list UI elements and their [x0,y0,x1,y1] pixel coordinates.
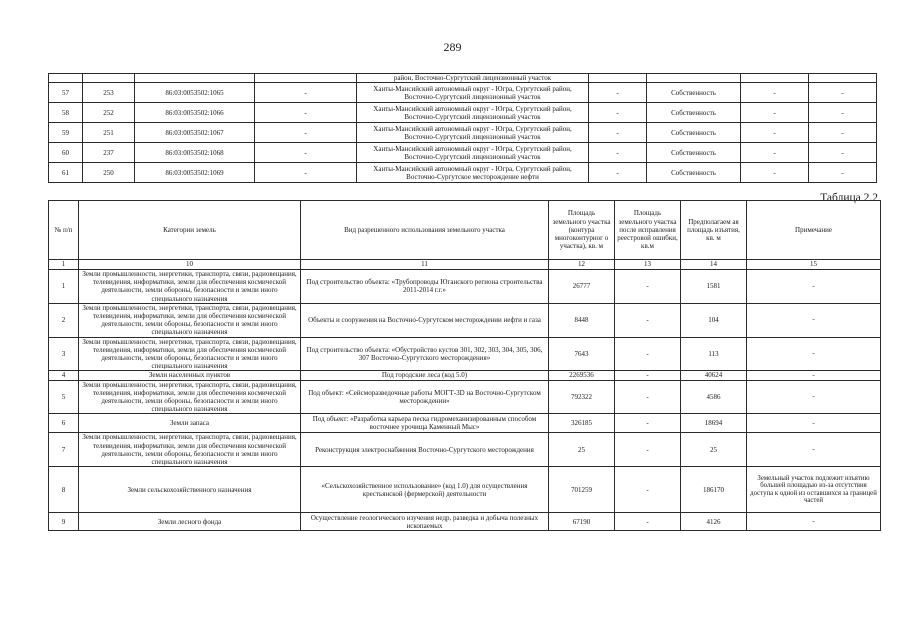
col-header-area: Площадь земельного участка (контура многоконтурног о участка), кв. м [549,201,615,260]
area-after-cell: - [615,513,681,531]
area-cell: 792322 [549,380,615,414]
usage-cell: Под строительство объекта: «Обустройство кустов 301, 302, 303, 304, 305, 306, 307 Восточно-Сургутского месторождения» [301,337,549,371]
column-number: 12 [549,260,615,270]
col-header-area-after: Площадь земельного участка после исправления реестровой ошибки, кв.м [615,201,681,260]
row-number: 60 [49,143,83,163]
usage-cell: «Сельскохозяйственное использование» (код 1.0) для осуществления крестьянской (фермерской) деятельности [301,467,549,513]
row-number: 5 [49,380,79,414]
seized-cell: 186170 [681,467,747,513]
category-cell: Земли населенных пунктов [79,371,301,380]
row-number: 2 [49,303,79,337]
note-cell: - [747,433,881,467]
continuation-table [48,73,877,183]
column-number: 15 [747,260,881,270]
area-cell: 26777 [549,270,615,304]
table-row [49,303,881,337]
location-cell: Ханты-Мансийский автономный округ - Югра, Сургутский район, Восточно-Сургутский лицензионный участок [357,143,589,163]
location-cell: Ханты-Мансийский автономный округ - Югра, Сургутский район, Восточно-Сургутское месторождение нефти [357,163,589,183]
note-cell: - [747,303,881,337]
row-number: 58 [49,103,83,123]
dash-cell: - [809,163,877,183]
dash-cell: - [741,83,809,103]
row-number: 57 [49,83,83,103]
category-cell: Земли промышленности, энергетики, транспорта, связи, радиовещания, телевидения, информатики, земли для обеспечения космической деятельности, земли обороны, безопасности и земли иного специального назначения [79,337,301,371]
location-cell: район, Восточно-Сургутский лицензионный участок [357,74,589,83]
category-cell: Земли промышленности, энергетики, транспорта, связи, радиовещания, телевидения, информатики, земли для обеспечения космической деятельности, земли обороны, безопасности и земли иного специального назначения [79,433,301,467]
right-cell: Собственность [647,103,741,123]
dash-cell: - [589,103,647,123]
dash-cell: - [589,123,647,143]
area-after-cell: - [615,270,681,304]
column-number: 11 [301,260,549,270]
table-row [49,513,881,531]
area-after-cell: - [615,380,681,414]
dash-cell: - [589,143,647,163]
column-number: 14 [681,260,747,270]
usage-cell: Под объект: «Разработка карьера песка гидромеханизированным способом восточнее урочища Каменный Мыс» [301,414,549,433]
row-number: 9 [49,513,79,531]
seized-cell: 104 [681,303,747,337]
area-after-cell: - [615,303,681,337]
note-cell: - [747,414,881,433]
col-header-num: № п/п [49,201,79,260]
code-cell: 251 [83,123,135,143]
row-number: 1 [49,270,79,304]
location-cell: Ханты-Мансийский автономный округ - Югра, Сургутский район, Восточно-Сургутский лицензионный участок [357,103,589,123]
area-cell: 8448 [549,303,615,337]
col-header-usage: Вид разрешенного использования земельного участка [301,201,549,260]
col-header-seized: Предполагаем ая площадь изъятия, кв. м [681,201,747,260]
note-cell: - [747,337,881,371]
right-cell: Собственность [647,163,741,183]
note-cell: - [747,380,881,414]
note-cell: - [747,513,881,531]
row-number: 6 [49,414,79,433]
cadastre-cell: 86:03:0053502:1065 [135,83,255,103]
dash-cell: - [589,163,647,183]
dash-cell: - [255,143,357,163]
table-row [49,337,881,371]
dash-cell: - [741,103,809,123]
code-cell: 237 [83,143,135,163]
area-cell: 67190 [549,513,615,531]
area-after-cell: - [615,467,681,513]
seized-cell: 113 [681,337,747,371]
dash-cell: - [255,163,357,183]
dash-cell: - [255,83,357,103]
dash-cell: - [809,123,877,143]
area-cell: 701259 [549,467,615,513]
dash-cell: - [741,163,809,183]
table-row [49,143,877,163]
table-row [49,163,877,183]
dash-cell: - [255,103,357,123]
usage-cell: Объекты и сооружения на Восточно-Сургутском месторождении нефти и газа [301,303,549,337]
col-header-note: Примечание [747,201,881,260]
dash-cell: - [589,83,647,103]
column-number: 10 [79,260,301,270]
code-cell: 253 [83,83,135,103]
column-number: 13 [615,260,681,270]
row-number: 4 [49,371,79,380]
usage-cell: Под строительство объекта: «Трубопроводы Юганского региона строительства 2011-2014 г.г.» [301,270,549,304]
row-number: 59 [49,123,83,143]
cadastre-cell: 86:03:0053502:1068 [135,143,255,163]
dash-cell: - [255,123,357,143]
cadastre-cell: 86:03:0053502:1067 [135,123,255,143]
table-row [49,414,881,433]
note-cell: Земельный участок подлежит изъятию большей площадью из-за отсутствия доступа к одной из оставшихся за границей частей [747,467,881,513]
table-row [49,103,877,123]
right-cell: Собственность [647,123,741,143]
area-after-cell: - [615,433,681,467]
area-after-cell: - [615,337,681,371]
category-cell: Земли промышленности, энергетики, транспорта, связи, радиовещания, телевидения, информатики, земли для обеспечения космической деятельности, земли обороны, безопасности и земли иного специального назначения [79,380,301,414]
dash-cell: - [809,103,877,123]
dash-cell: - [741,123,809,143]
code-cell: 250 [83,163,135,183]
category-cell: Земли сельскохозяйственного назначения [79,467,301,513]
area-after-cell: - [615,371,681,380]
code-cell: 252 [83,103,135,123]
row-number: 3 [49,337,79,371]
category-cell: Земли лесного фонда [79,513,301,531]
dash-cell: - [809,143,877,163]
seized-cell: 1581 [681,270,747,304]
continuation-row [49,74,877,83]
category-cell: Земли промышленности, энергетики, транспорта, связи, радиовещания, телевидения, информатики, земли для обеспечения космической деятельности, земли обороны, безопасности и земли иного специального назначения [79,270,301,304]
table-row [49,270,881,304]
usage-cell: Под городские леса (код 5.0) [301,371,549,380]
usage-cell: Осуществление геологического изучения недр, разведка и добыча полезных ископаемых [301,513,549,531]
table-row [49,467,881,513]
col-header-category: Категории земель [79,201,301,260]
row-number: 8 [49,467,79,513]
area-cell: 326185 [549,414,615,433]
table-row [49,123,877,143]
usage-cell: Реконструкция электроснабжения Восточно-Сургутского месторождения [301,433,549,467]
seized-cell: 40624 [681,371,747,380]
area-cell: 7643 [549,337,615,371]
area-after-cell: - [615,414,681,433]
note-cell: - [747,371,881,380]
page-number: 289 [443,40,462,54]
table-row [49,433,881,467]
category-cell: Земли промышленности, энергетики, транспорта, связи, радиовещания, телевидения, информатики, земли для обеспечения космической деятельности, земли обороны, безопасности и земли иного специального назначения [79,303,301,337]
usage-cell: Под объект: «Сейсморазведочные работы МОГТ-3D на Восточно-Сургутском месторождении» [301,380,549,414]
row-number: 7 [49,433,79,467]
row-number: 61 [49,163,83,183]
seized-cell: 4126 [681,513,747,531]
cadastre-cell: 86:03:0053502:1069 [135,163,255,183]
table-row [49,371,881,380]
area-cell: 2269536 [549,371,615,380]
dash-cell: - [741,143,809,163]
dash-cell: - [809,83,877,103]
table-header [49,201,881,260]
seized-cell: 18694 [681,414,747,433]
table-row [49,83,877,103]
table-caption: Таблица 2.2 [820,192,878,204]
seized-cell: 25 [681,433,747,467]
column-number: 1 [49,260,79,270]
right-cell: Собственность [647,83,741,103]
area-cell: 25 [549,433,615,467]
table-row [49,380,881,414]
category-cell: Земли запаса [79,414,301,433]
location-cell: Ханты-Мансийский автономный округ - Югра, Сургутский район, Восточно-Сургутский лицензионный участок [357,123,589,143]
seized-cell: 4586 [681,380,747,414]
note-cell: - [747,270,881,304]
right-cell: Собственность [647,143,741,163]
location-cell: Ханты-Мансийский автономный округ - Югра, Сургутский район, Восточно-Сургутский лицензионный участок [357,83,589,103]
land-table [48,200,881,531]
cadastre-cell: 86:03:0053502:1066 [135,103,255,123]
column-number-row [49,260,881,270]
